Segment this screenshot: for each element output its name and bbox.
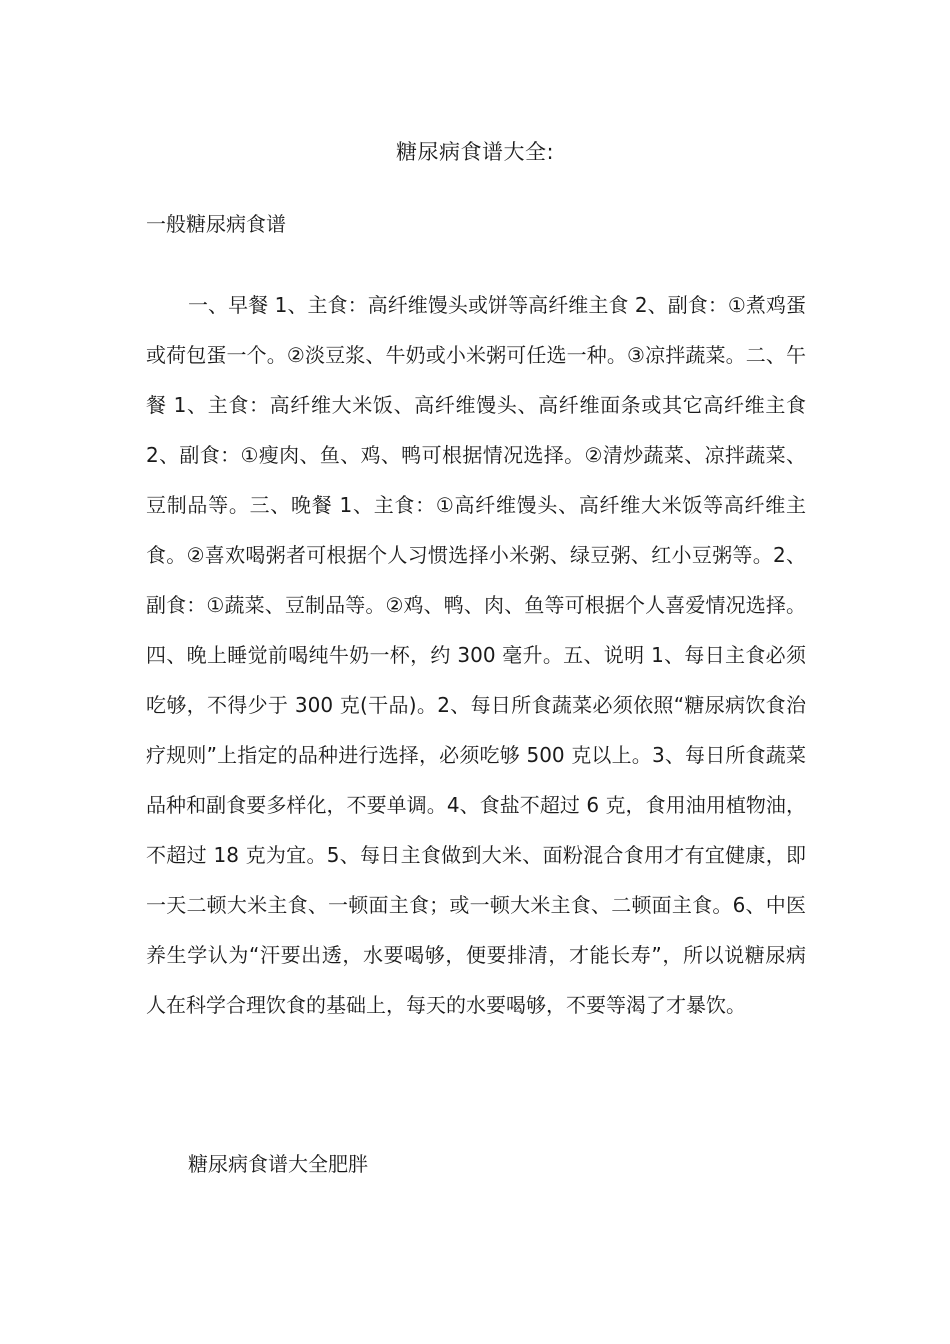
page-title: 糖尿病食谱大全: bbox=[395, 140, 555, 164]
body-paragraph: 一、早餐 1、主食：高纤维馒头或饼等高纤维主食 2、副食：①煮鸡蛋或荷包蛋一个。②淡豆浆、牛奶或小米粥可任选一种。③凉拌蔬菜。二、午餐 1、主食：高纤维大米饭、高纤维馒头、高纤维面条或其它高纤维主食 2、副食：①瘦肉、鱼、鸡、鸭可根据情况选择。②清炒蔬菜、凉拌蔬菜、豆制品等。三、晚餐 1、主食：①高纤维馒头、高纤维大米饭等高纤维主食。②喜欢喝粥者可根据个人习惯选择小米粥、绿豆粥、红小豆粥等。2、副食：①蔬菜、豆制品等。②鸡、鸭、肉、鱼等可根据个人喜爱情况选择。四、晚上睡觉前喝纯牛奶一杯，约 300 毫升。五、说明 1、每日主食必须吃够，不得少于 300 克(干品)。2、每日所食蔬菜必须依照“糖尿病饮食治疗规则”上指定的品种进行选择，必须吃够 500 克以上。3、每日所食蔬菜品种和副食要多样化，不要单调。4、食盐不超过 6 克，食用油用植物油，不超过 18 克为宜。5、每日主食做到大米、面粉混合食用才有宜健康，即一天二顿大米主食、一顿面主食；或一顿大米主食、二顿面主食。6、中医养生学认为“汗要出透，水要喝够，便要排清，才能长寿”，所以说糖尿病人在科学合理饮食的基础上，每天的水要喝够，不要等渴了才暴饮。 bbox=[146, 293, 806, 1017]
section-heading: 一般糖尿病食谱 bbox=[146, 212, 286, 236]
sub-heading: 糖尿病食谱大全肥胖 bbox=[188, 1152, 368, 1176]
